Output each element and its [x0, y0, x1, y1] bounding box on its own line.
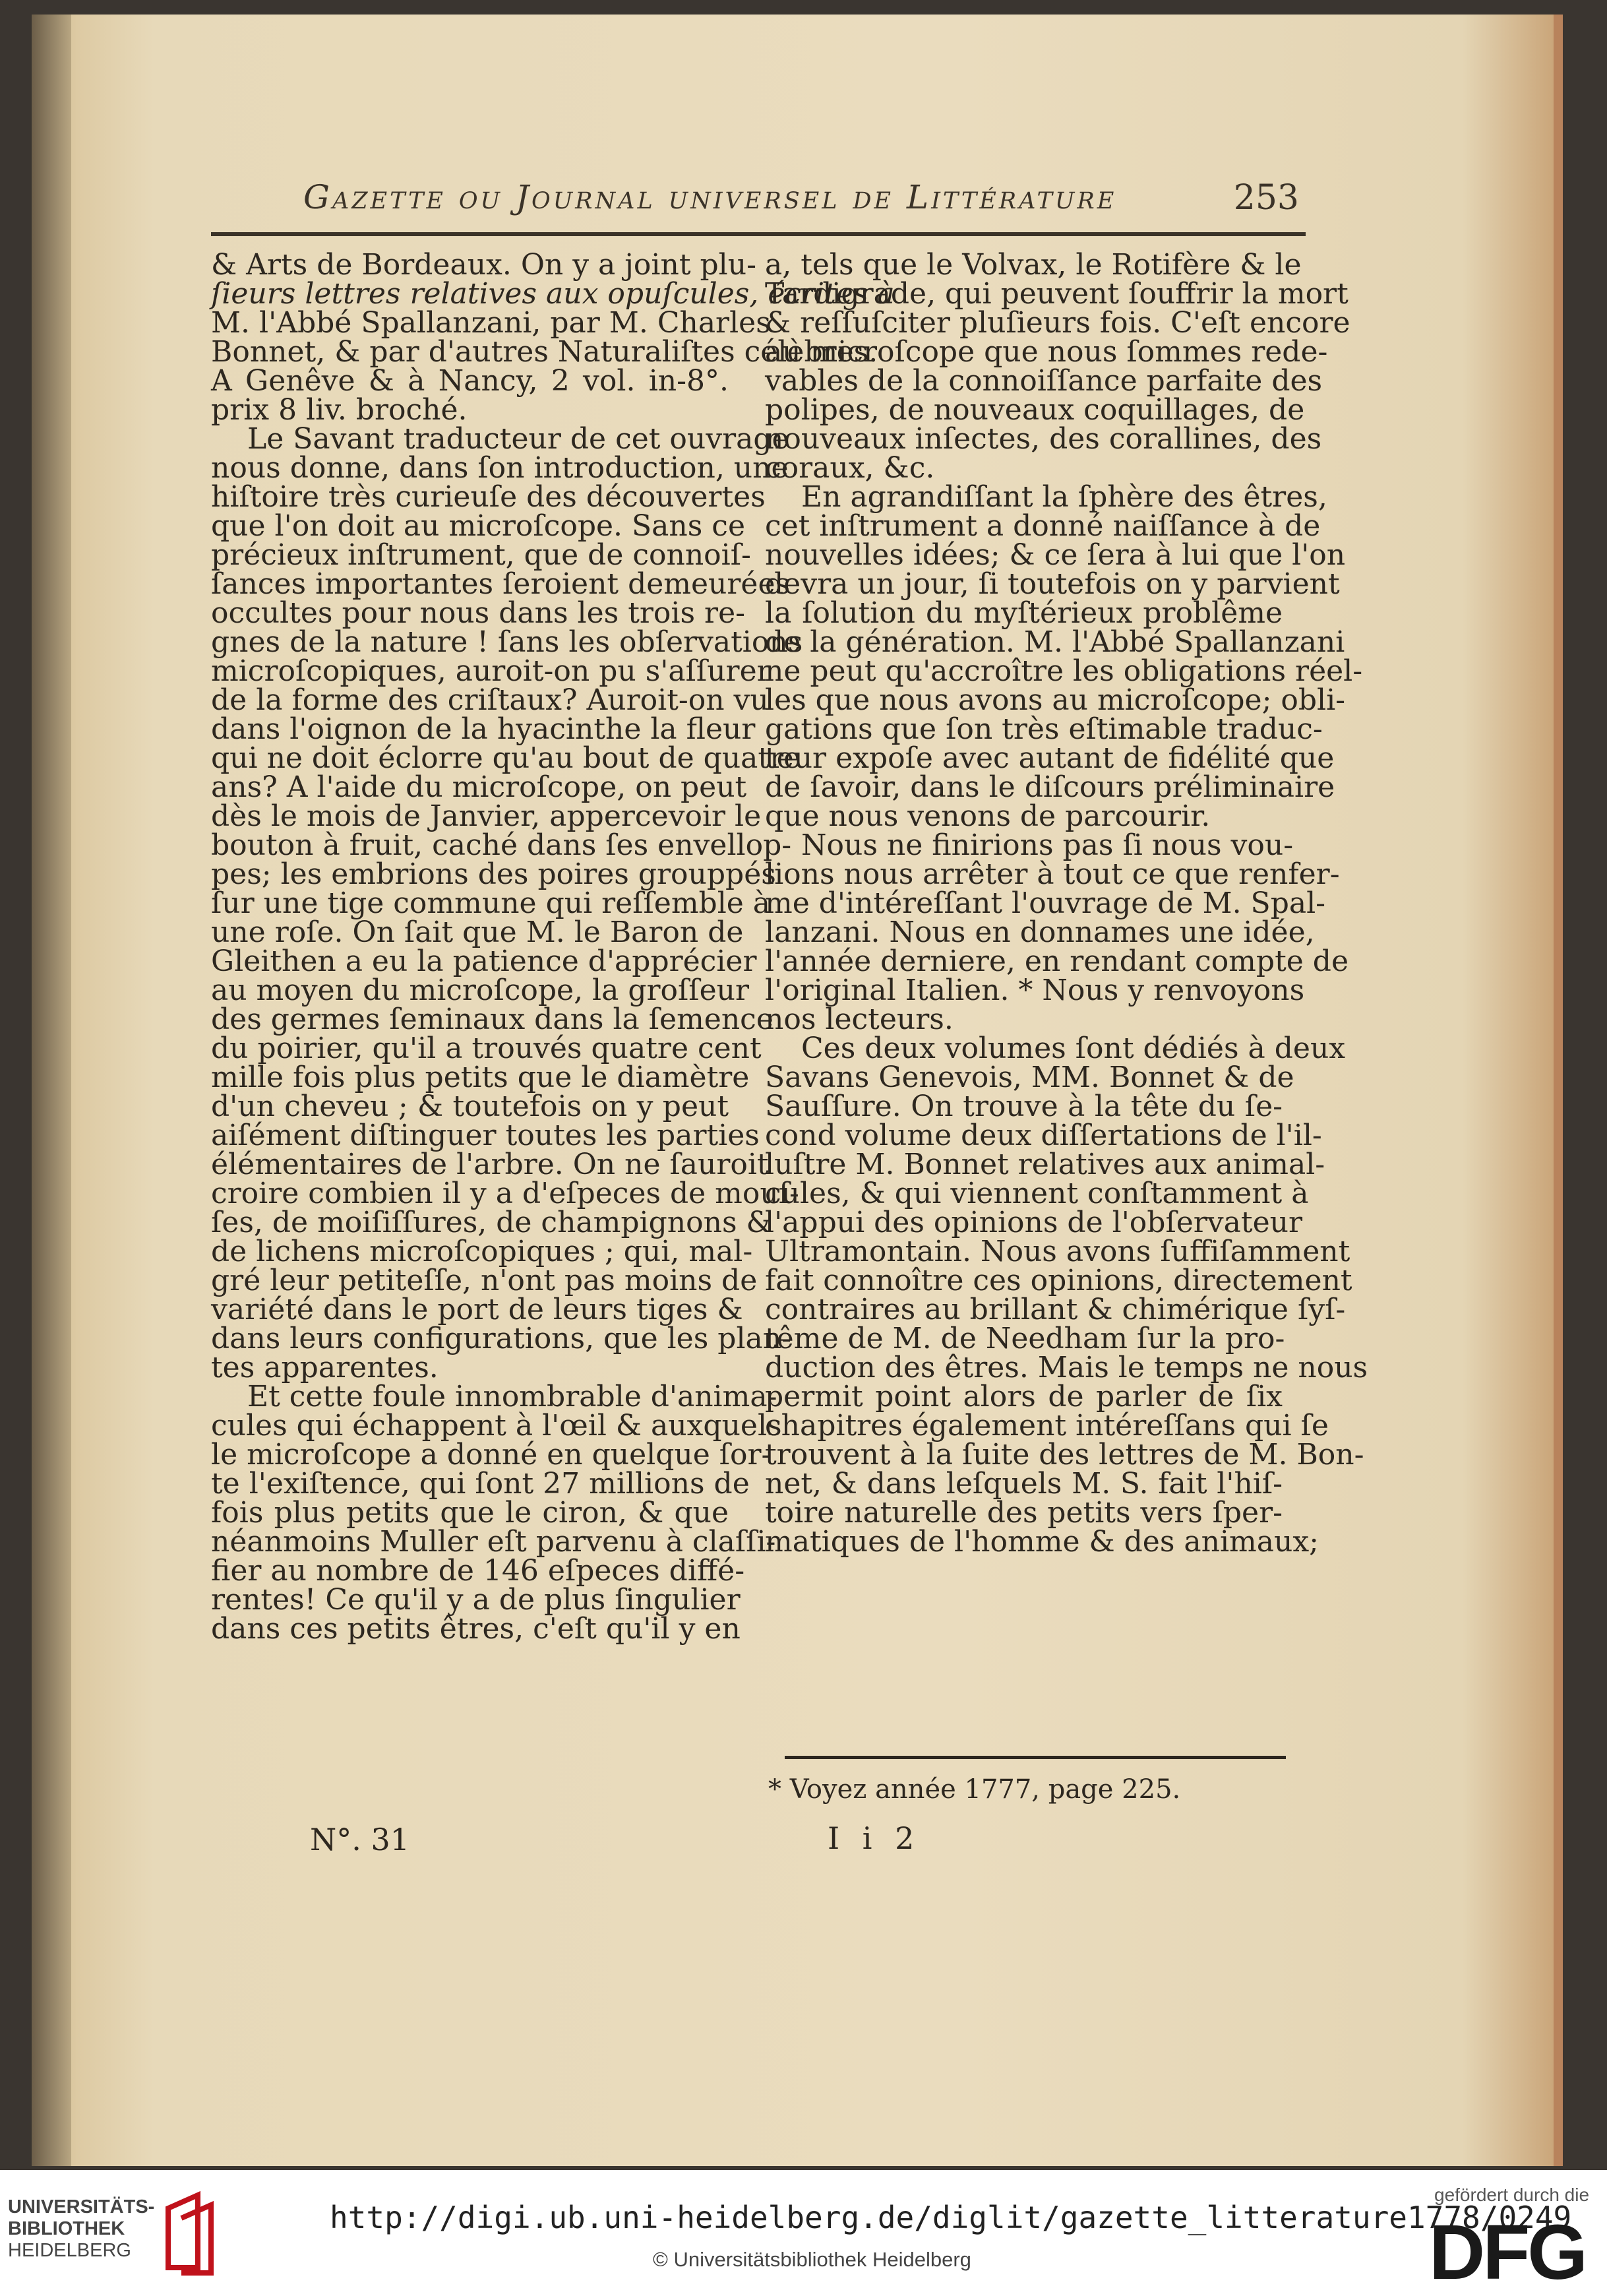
- text-line: bouton à fruit, caché dans ſes envellop-: [211, 828, 792, 862]
- book-spine: [32, 15, 71, 2166]
- text-line: croire combien il y a d'eſpeces de mouſ-: [211, 1177, 799, 1210]
- text-line: hiſtoire très curieuſe des découvertes: [211, 480, 766, 514]
- library-name-line: UNIVERSITÄTS-: [8, 2196, 155, 2218]
- text-line: & Arts de Bordeaux. On y a joint plu-: [211, 248, 756, 282]
- text-line: ans? A l'aide du microſcope, on peut: [211, 770, 747, 804]
- text-line: l'appui des opinions de l'obſervateur: [765, 1206, 1302, 1239]
- text-line: lanzani. Nous en donnames une idée,: [765, 915, 1315, 949]
- text-line: gnes de la nature ! ſans les obſervations: [211, 625, 803, 659]
- text-line: Sauſſure. On trouve à la tête du ſe-: [765, 1090, 1283, 1123]
- right-column: [765, 248, 1368, 1559]
- text-line: M. l'Abbé Spallanzani, par M. Charles: [211, 306, 771, 340]
- text-line: vables de la connoiſſance parfaite des: [765, 364, 1323, 398]
- text-line: de ſavoir, dans le diſcours préliminaire: [765, 770, 1335, 804]
- text-line: Bonnet, & par d'autres Naturaliſtes célèbres.: [211, 335, 878, 369]
- text-line: dans l'oignon de la hyacinthe la fleur: [211, 712, 756, 746]
- text-line: tême de M. de Needham ſur la pro-: [765, 1322, 1285, 1355]
- copyright-notice: © Universitätsbibliothek Heidelberg: [653, 2248, 971, 2271]
- library-name-line: HEIDELBERG: [8, 2240, 131, 2261]
- text-line: nouveaux inſectes, des corallines, des: [765, 422, 1322, 456]
- funding-label: gefördert durch die: [1434, 2185, 1590, 2205]
- text-line: occultes pour nous dans les trois re-: [211, 596, 745, 630]
- text-line: fois plus petits que le ciron, & que: [211, 1496, 729, 1530]
- text-line: ſieurs lettres relatives aux opuſcules, écrites à: [211, 277, 895, 311]
- text-line: ſances importantes ſeroient demeurées: [211, 567, 791, 601]
- text-line: dans ces petits êtres, c'eſt qu'il y en: [211, 1612, 741, 1646]
- footnote-rule: [785, 1756, 1286, 1759]
- text-line: dans leurs configurations, que les plan-: [211, 1322, 791, 1355]
- text-line: aiſément diſtinguer toutes les parties: [211, 1119, 760, 1152]
- text-line: au microſcope que nous ſommes rede-: [765, 335, 1328, 369]
- text-line: lions nous arrêter à tout ce que renfer-: [765, 857, 1340, 891]
- dfg-logo-icon[interactable]: [1428, 2209, 1586, 2296]
- running-title: Gazette ou Journal universel de Littérature: [303, 178, 1117, 216]
- text-line: Nous ne finirions pas ſi nous vou-: [801, 828, 1294, 862]
- text-line: l'original Italien. * Nous y renvoyons: [765, 974, 1305, 1007]
- text-line: Gleithen a eu la patience d'apprécier: [211, 945, 757, 978]
- text-line: matiques de l'homme & des animaux;: [765, 1525, 1319, 1559]
- text-line: Le Savant traducteur de cet ouvrage: [247, 422, 789, 456]
- text-line: & reſſuſciter pluſieurs fois. C'eſt encore: [765, 306, 1350, 340]
- text-line: ſur une tige commune qui reſſemble à: [211, 886, 771, 920]
- text-line: polipes, de nouveaux coquillages, de: [765, 393, 1305, 427]
- text-line: a, tels que le Volvax, le Rotifère & le: [765, 248, 1302, 282]
- text-line: Tardigrade, qui peuvent ſouffrir la mort: [765, 277, 1349, 311]
- text-line: En agrandiſſant la ſphère des êtres,: [801, 480, 1327, 514]
- header-rule: [211, 232, 1306, 236]
- text-line: prix 8 liv. broché.: [211, 393, 468, 427]
- text-line: d'un cheveu ; & toutefois on y peut: [211, 1090, 729, 1123]
- text-line: les que nous avons au microſcope; obli-: [765, 683, 1346, 717]
- text-line: Et cette foule innombrable d'anima-: [247, 1380, 777, 1413]
- text-line: toire naturelle des petits vers ſper-: [765, 1496, 1283, 1530]
- text-line: du poirier, qu'il a trouvés quatre cent: [211, 1032, 762, 1065]
- text-line: que nous venons de parcourir.: [765, 799, 1211, 833]
- text-line: gré leur petiteſſe, n'ont pas moins de: [211, 1264, 758, 1297]
- catchword: I i 2: [828, 1820, 921, 1856]
- text-line: que l'on doit au microſcope. Sans ce: [211, 509, 745, 543]
- text-line: mille fois plus petits que le diamètre: [211, 1061, 750, 1094]
- text-line: au moyen du microſcope, la groſſeur: [211, 974, 749, 1007]
- text-line: fait connoître ces opinions, directement: [765, 1264, 1352, 1297]
- text-line: élémentaires de l'arbre. On ne ſauroit: [211, 1148, 769, 1181]
- text-line: te l'exiſtence, qui ſont 27 millions de: [211, 1467, 750, 1501]
- text-line: la ſolution du myſtérieux problême: [765, 596, 1283, 630]
- text-line: permit point alors de parler de ſix: [765, 1380, 1283, 1413]
- text-line: nous donne, dans ſon introduction, une: [211, 451, 789, 485]
- permalink-url[interactable]: http://digi.ub.uni-heidelberg.de/diglit/gazette_litterature1778/0249: [330, 2200, 1572, 2235]
- text-line: trouvent à la ſuite des lettres de M. Bon-: [765, 1438, 1364, 1472]
- text-line: de lichens microſcopiques ; qui, mal-: [211, 1235, 753, 1268]
- text-line: précieux inſtrument, que de connoiſ-: [211, 538, 751, 572]
- text-line: cules qui échappent à l'œil & auxquels: [211, 1409, 782, 1443]
- text-line: A Genêve & à Nancy, 2 vol. in-8°.: [211, 364, 729, 398]
- text-line: l'année derniere, en rendant compte de: [765, 945, 1349, 978]
- text-line: néanmoins Muller eſt parvenu à claſſi-: [211, 1525, 776, 1559]
- text-line: fier au nombre de 146 eſpeces diffé-: [211, 1554, 745, 1588]
- text-line: chapitres également intéreſſans qui ſe: [765, 1409, 1329, 1443]
- text-line: une roſe. On ſait que M. le Baron de: [211, 915, 744, 949]
- text-line: gations que ſon très eſtimable traduc-: [765, 712, 1323, 746]
- footnote: * Voyez année 1777, page 225.: [768, 1774, 1181, 1805]
- text-line: cet inſtrument a donné naiſſance à de: [765, 509, 1321, 543]
- library-name[interactable]: [8, 2196, 154, 2262]
- text-line: tes apparentes.: [211, 1351, 439, 1384]
- page-number: 253: [1233, 178, 1299, 218]
- text-line: devra un jour, ſi toutefois on y parvient: [765, 567, 1340, 601]
- text-line: ſes, de moiſiſſures, de champignons &: [211, 1206, 772, 1239]
- text-line: duction des êtres. Mais le temps ne nous: [765, 1351, 1368, 1384]
- text-line: luſtre M. Bonnet relatives aux animal-: [765, 1148, 1325, 1181]
- text-line: nouvelles idées; & ce ſera à lui que l'on: [765, 538, 1346, 572]
- text-line: net, & dans leſquels M. S. fait l'hiſ-: [765, 1467, 1283, 1501]
- text-line: rentes! Ce qu'il y a de plus ſingulier: [211, 1583, 741, 1617]
- text-line: coraux, &c.: [765, 451, 935, 485]
- text-line: cules, & qui viennent conſtamment à: [765, 1177, 1309, 1210]
- text-line: qui ne doit éclorre qu'au bout de quatre: [211, 741, 801, 775]
- text-line: variété dans le port de leurs tiges &: [211, 1293, 743, 1326]
- text-line: de la forme des criſtaux? Auroit-on vu: [211, 683, 769, 717]
- library-name-line: BIBLIOTHEK: [8, 2218, 125, 2239]
- text-line: me d'intéreſſant l'ouvrage de M. Spal-: [765, 886, 1326, 920]
- text-line: cond volume deux diſſertations de l'il-: [765, 1119, 1322, 1152]
- signature-mark: N°. 31: [310, 1822, 410, 1857]
- text-line: dès le mois de Janvier, appercevoir le: [211, 799, 762, 833]
- text-line: de la génération. M. l'Abbé Spallanzani: [765, 625, 1345, 659]
- text-line: le microſcope a donné en quelque ſor-: [211, 1438, 772, 1472]
- text-line: Ultramontain. Nous avons ſuffiſamment: [765, 1235, 1350, 1268]
- dfg-logo-text: DFG: [1429, 2209, 1586, 2296]
- text-line: Ces deux volumes ſont dédiés à deux: [801, 1032, 1346, 1065]
- text-line: teur expoſe avec autant de fidélité que: [765, 741, 1335, 775]
- text-line: des germes ſeminaux dans la ſemence: [211, 1003, 773, 1036]
- text-line: pes; les embrions des poires grouppés: [211, 857, 776, 891]
- text-line: microſcopiques, auroit-on pu s'aſſurer: [211, 654, 771, 688]
- text-line: nos lecteurs.: [765, 1003, 954, 1036]
- library-logo-icon: [162, 2188, 221, 2274]
- text-line: Savans Genevois, MM. Bonnet & de: [765, 1061, 1294, 1094]
- text-line: contraires au brillant & chimérique ſyſ-: [765, 1293, 1346, 1326]
- text-line: ne peut qu'accroître les obligations réel-: [765, 654, 1363, 688]
